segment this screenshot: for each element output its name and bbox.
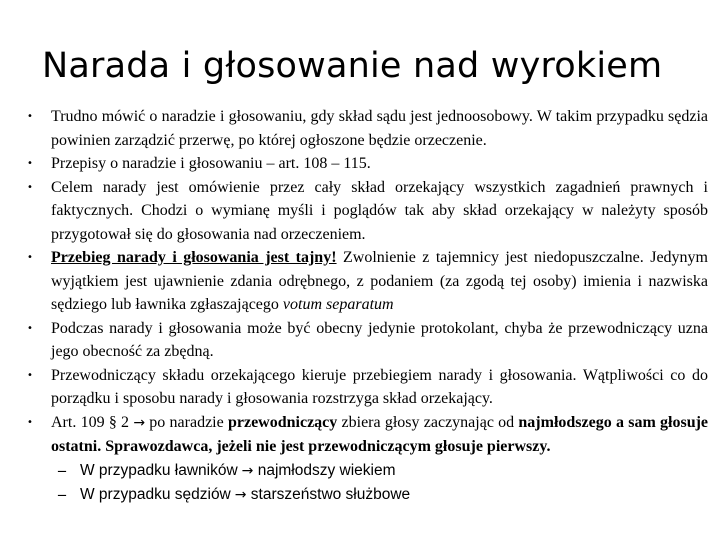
bullet-item-6 (18, 364, 708, 411)
bullet-item-3 (18, 176, 708, 247)
bullet-item-5 (18, 317, 708, 364)
bullet-icon: • (27, 252, 33, 263)
bullet-list (18, 105, 708, 508)
bullet-bold: przewodniczący (227, 413, 338, 431)
bullet-italic: votum separatum (282, 296, 394, 313)
sub-item-result: starszeństwo służbowe (246, 486, 411, 503)
arrow-right-icon: → (241, 462, 254, 479)
bullet-text: Celem narady jest omówienie przez cały skład orzekający wszystkich zagadnień prawnych i faktycznych. Chodzi o wymianę myśli i poglądów tak aby skład orzekający w należyty sposób przygotował się do głosowania nad orzeczeniem. (51, 178, 708, 243)
sub-item-result: najmłodszy wiekiem (253, 461, 396, 479)
sub-item-label: W przypadku ławników (80, 461, 238, 479)
bullet-item-7 (18, 411, 708, 459)
bullet-text: Podczas narady i głosowania może być obecny jedynie protokolant, chyba że przewodniczący uzna jego obecność za zbędną. (51, 319, 708, 360)
sub-item-2 (18, 483, 708, 508)
bullet-text: Zwolnienie z tajemnicy jest niedopuszczalne. Jedynym wyjątkiem jest ujawnienie zdania odrębnego, z podaniem (za zgodą tej osoby) imienia i nazwiska sędziego lub ławnika zgłaszającego (51, 249, 708, 313)
sub-item-1 (18, 459, 708, 484)
arrow-right-icon: → (133, 414, 146, 431)
bullet-item-2 (18, 152, 708, 176)
dash-icon: – (58, 486, 66, 503)
dash-icon: – (58, 461, 66, 479)
bullet-item-1 (18, 105, 708, 152)
bullet-icon: • (27, 369, 33, 381)
bullet-item-4 (18, 246, 708, 317)
bullet-icon: • (27, 158, 33, 169)
bullet-icon: • (27, 416, 33, 428)
bullet-text: Przewodniczący składu orzekającego kieruje przebiegiem narady i głosowania. Wątpliwości co do porządku i sposobu narady i głosowania rozstrzyga skład orzekający. (51, 366, 708, 407)
bullet-bold: najmłodszego a sam głosuje ostatni. Sprawozdawca, jeżeli nie jest przewodniczącym głosuje pierwszy. (51, 413, 709, 455)
bullet-text: Trudno mówić o naradzie i głosowaniu, gdy skład sądu jest jednoosobowy. W takim przypadku sędzia powinien zarządzić przerwę, po której ogłoszone będzie orzeczenie. (51, 108, 708, 149)
bullet-text: po naradzie (145, 413, 228, 431)
sub-item-label: W przypadku sędziów (80, 486, 231, 503)
bullet-emphasis: Przebieg narady i głosowania jest tajny! (51, 249, 337, 266)
bullet-icon: • (27, 181, 33, 193)
arrow-right-icon: → (234, 487, 247, 503)
bullet-text: Przepisy o naradzie i głosowaniu – art. 108 – 115. (51, 155, 371, 172)
bullet-text: zbiera głosy zaczynając od (337, 413, 519, 431)
bullet-text: Art. 109 § 2 (51, 413, 134, 431)
bullet-icon: • (27, 322, 33, 334)
bullet-icon: • (27, 111, 33, 122)
slide-title: Narada i głosowanie nad wyrokiem (42, 46, 663, 86)
